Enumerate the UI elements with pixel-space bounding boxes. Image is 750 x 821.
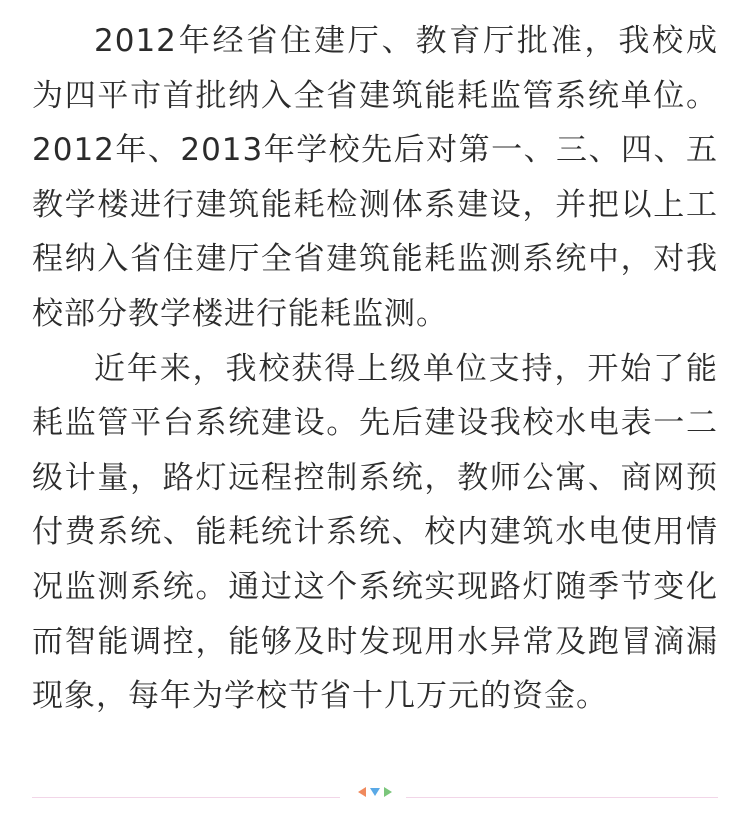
divider-line-right [406,797,718,798]
divider-arrows [356,786,394,798]
triangle-arrows-icon [356,786,394,798]
down-arrow-icon [370,788,380,796]
left-arrow-icon [358,787,366,797]
right-arrow-icon [384,787,392,797]
paragraph-1: 2012年经省住建厅、教育厅批准，我校成为四平市首批纳入全省建筑能耗监管系统单位。2012年、2013年学校先后对第一、三、四、五教学楼进行建筑能耗检测体系建设，并把以上工程纳入省住建厅全省建筑能耗监测系统中，对我校部分教学楼进行能耗监测。 [32,23,718,332]
divider-line-left [32,797,340,798]
paragraph-2: 近年来，我校获得上级单位支持，开始了能耗监管平台系统建设。先后建设我校水电表一二级计量，路灯远程控制系统，教师公寓、商网预付费系统、能耗统计系统、校内建筑水电使用情况监测系统。通过这个系统实现路灯随季节变化而智能调控，能够及时发现用水异常及跑冒滴漏现象，每年为学校节省十几万元的资金。 [32,350,718,715]
article-body [32,14,718,724]
section-divider [32,786,718,798]
